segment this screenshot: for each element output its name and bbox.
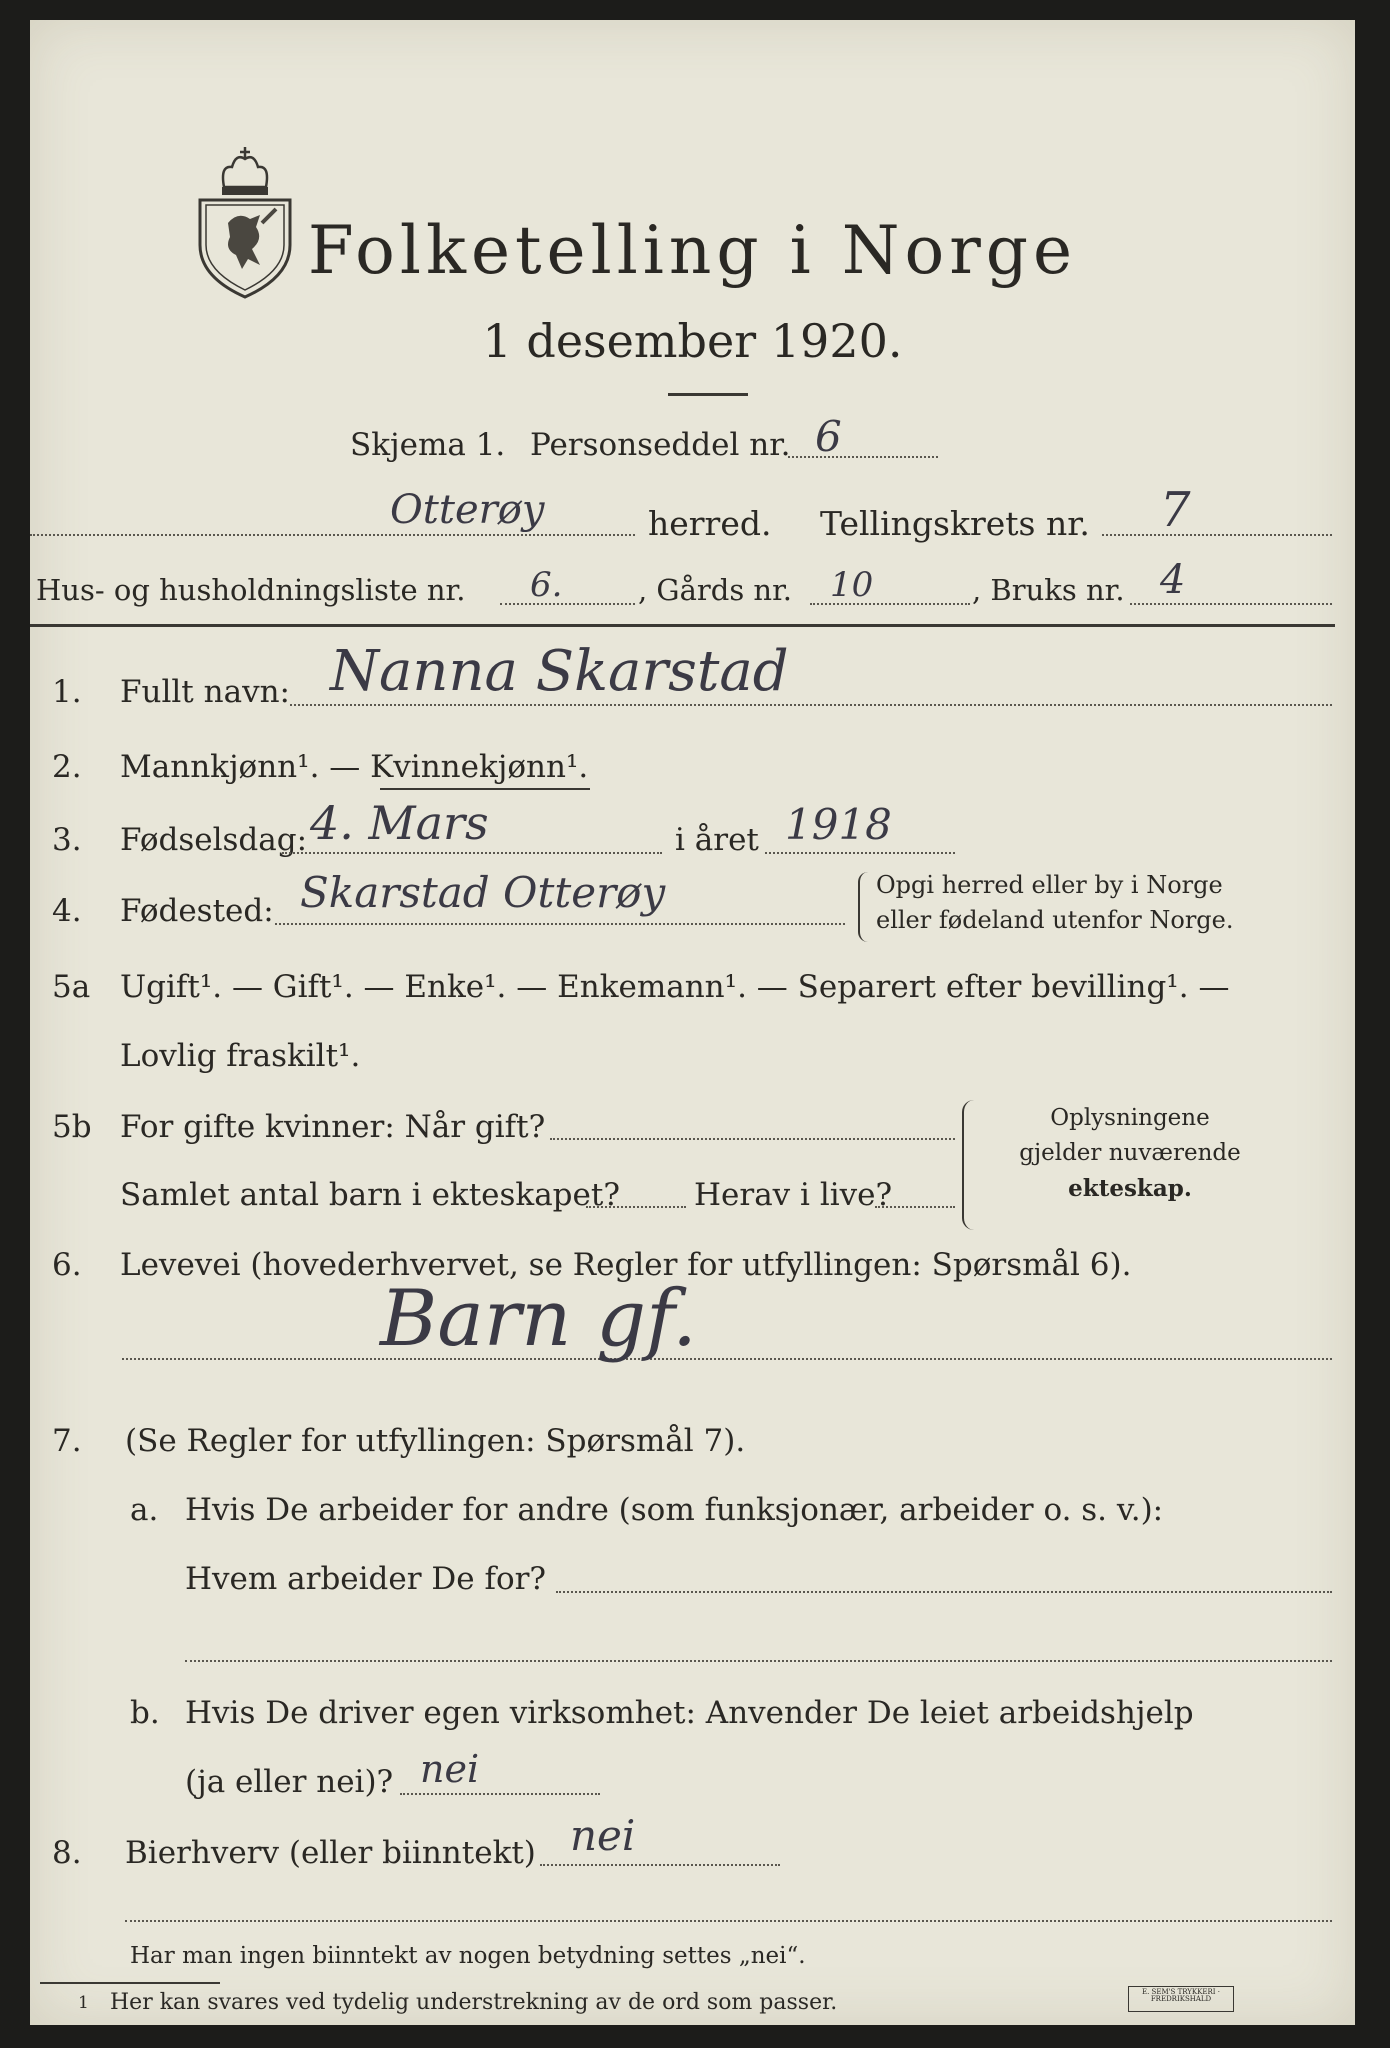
gards-value: 10 bbox=[830, 565, 874, 605]
q7a-field-line-2 bbox=[185, 1660, 1332, 1662]
q4-label: Fødested: bbox=[120, 893, 274, 929]
printer-mark bbox=[1128, 1986, 1234, 2012]
footnote-number: 1 bbox=[78, 1993, 89, 2013]
q8-label: Bierhverv (eller biinntekt) bbox=[125, 1835, 536, 1871]
title-divider bbox=[668, 393, 748, 396]
q6-field-line bbox=[122, 1358, 1332, 1360]
q3-number: 3. bbox=[52, 822, 82, 858]
q5b-married-label: For gifte kvinner: Når gift? bbox=[120, 1109, 546, 1145]
q5b-number: 5b bbox=[52, 1109, 92, 1145]
personseddel-label: Personseddel nr. bbox=[530, 427, 791, 463]
q5b-note-line2: gjelder nuværende bbox=[1019, 1140, 1241, 1166]
q5b-alive-field-line bbox=[875, 1206, 955, 1208]
birth-year-value: 1918 bbox=[785, 800, 892, 849]
bruks-field-line bbox=[1130, 603, 1332, 605]
q7b-line2: (ja eller nei)? bbox=[185, 1764, 394, 1800]
bruks-value: 4 bbox=[1160, 557, 1186, 603]
q5b-note-line3: ekteskap. bbox=[1068, 1175, 1192, 1202]
q5b-note-brace bbox=[962, 1100, 974, 1230]
q1-field-line bbox=[290, 704, 1332, 706]
footnote-text: Her kan svares ved tydelig understrekning av de ord som passer. bbox=[110, 1990, 838, 2015]
q3-year-label: i året bbox=[675, 822, 759, 858]
q4-note-line1: Opgi herred eller by i Norge bbox=[876, 871, 1223, 899]
q3-day-field-line bbox=[282, 852, 662, 854]
hired-help-value: nei bbox=[420, 1747, 480, 1791]
q5a-line1: Ugift¹. — Gift¹. — Enke¹. — Enkemann¹. — Separert efter bevilling¹. — bbox=[120, 969, 1230, 1005]
q7-label: (Se Regler for utfyllingen: Spørsmål 7). bbox=[125, 1423, 746, 1459]
bruks-label: , Bruks nr. bbox=[972, 573, 1125, 607]
full-name-value: Nanna Skarstad bbox=[330, 639, 789, 704]
q3-year-field-line bbox=[765, 852, 955, 854]
census-form-page bbox=[30, 20, 1355, 2025]
q4-number: 4. bbox=[52, 893, 82, 929]
q2-label: Mannkjønn¹. — Kvinnekjønn¹. bbox=[120, 749, 589, 785]
q6-number: 6. bbox=[52, 1247, 82, 1283]
q7a-field-line bbox=[556, 1591, 1332, 1593]
birth-date-value: 4. Mars bbox=[310, 796, 489, 850]
secondary-income-value: nei bbox=[570, 1811, 636, 1860]
q3-label: Fødselsdag: bbox=[120, 822, 308, 858]
q5b-married-field-line bbox=[550, 1138, 955, 1140]
gards-label: , Gårds nr. bbox=[638, 573, 792, 607]
husliste-value: 6. bbox=[530, 565, 563, 605]
q7a-line1: Hvis De arbeider for andre (som funksjonær, arbeider o. s. v.): bbox=[185, 1492, 1164, 1528]
schema-label: Skjema 1. bbox=[350, 427, 506, 463]
q5b-children-label: Samlet antal barn i ekteskapet? bbox=[120, 1177, 620, 1213]
q8-number: 8. bbox=[52, 1835, 82, 1871]
q7b-letter: b. bbox=[130, 1695, 160, 1731]
herred-field-line bbox=[30, 534, 635, 536]
header-divider bbox=[30, 624, 1335, 627]
q7-number: 7. bbox=[52, 1423, 82, 1459]
q4-note-brace bbox=[858, 872, 868, 942]
personseddel-value: 6 bbox=[815, 412, 842, 461]
q7a-line2: Hvem arbeider De for? bbox=[185, 1561, 547, 1597]
tellingskrets-field-line bbox=[1102, 534, 1332, 536]
footnote-rule bbox=[40, 1982, 220, 1984]
q7b-line1: Hvis De driver egen virksomhet: Anvender De leiet arbeidshjelp bbox=[185, 1695, 1194, 1731]
census-date: 1 desember 1920. bbox=[482, 314, 903, 368]
husliste-field-line bbox=[500, 603, 635, 605]
q7a-letter: a. bbox=[130, 1492, 159, 1528]
birthplace-value: Skarstad Otterøy bbox=[300, 868, 666, 917]
q5b-children-field-line bbox=[586, 1206, 686, 1208]
q8-field-line-2 bbox=[125, 1920, 1332, 1922]
printer-mark-text: E. SEM'S TRYKKERI · FREDRIKSHALD bbox=[1142, 1988, 1220, 2003]
q5a-line2: Lovlig fraskilt¹. bbox=[120, 1038, 361, 1074]
q6-label: Levevei (hovederhvervet, se Regler for utfyllingen: Spørsmål 6). bbox=[120, 1247, 1132, 1283]
husliste-label: Hus- og husholdningsliste nr. bbox=[36, 573, 466, 607]
q5a-number-display: 5a bbox=[52, 969, 91, 1005]
footer-note: Har man ingen biinntekt av nogen betydning settes „nei“. bbox=[130, 1943, 806, 1969]
herred-value: Otterøy bbox=[390, 487, 545, 533]
q4-field-line bbox=[275, 923, 845, 925]
q5b-note-line1: Oplysningene bbox=[1050, 1105, 1210, 1131]
q1-label: Fullt navn: bbox=[120, 674, 290, 710]
tellingskrets-value: 7 bbox=[1160, 482, 1191, 538]
q5b-alive-label: Herav i live? bbox=[694, 1177, 893, 1213]
q8-field-line bbox=[540, 1864, 780, 1866]
occupation-value: Barn gf. bbox=[380, 1274, 697, 1364]
q7b-field-line bbox=[400, 1793, 600, 1795]
form-title: Folketelling i Norge bbox=[307, 212, 1078, 289]
herred-label: herred. bbox=[648, 504, 772, 543]
kvinnekjonn-underline bbox=[380, 788, 590, 790]
q4-note-line2: eller fødeland utenfor Norge. bbox=[876, 906, 1234, 934]
q1-number: 1. bbox=[52, 674, 82, 710]
personseddel-field-line bbox=[788, 456, 938, 458]
tellingskrets-label: Tellingskrets nr. bbox=[820, 504, 1090, 543]
q2-number: 2. bbox=[52, 749, 82, 785]
